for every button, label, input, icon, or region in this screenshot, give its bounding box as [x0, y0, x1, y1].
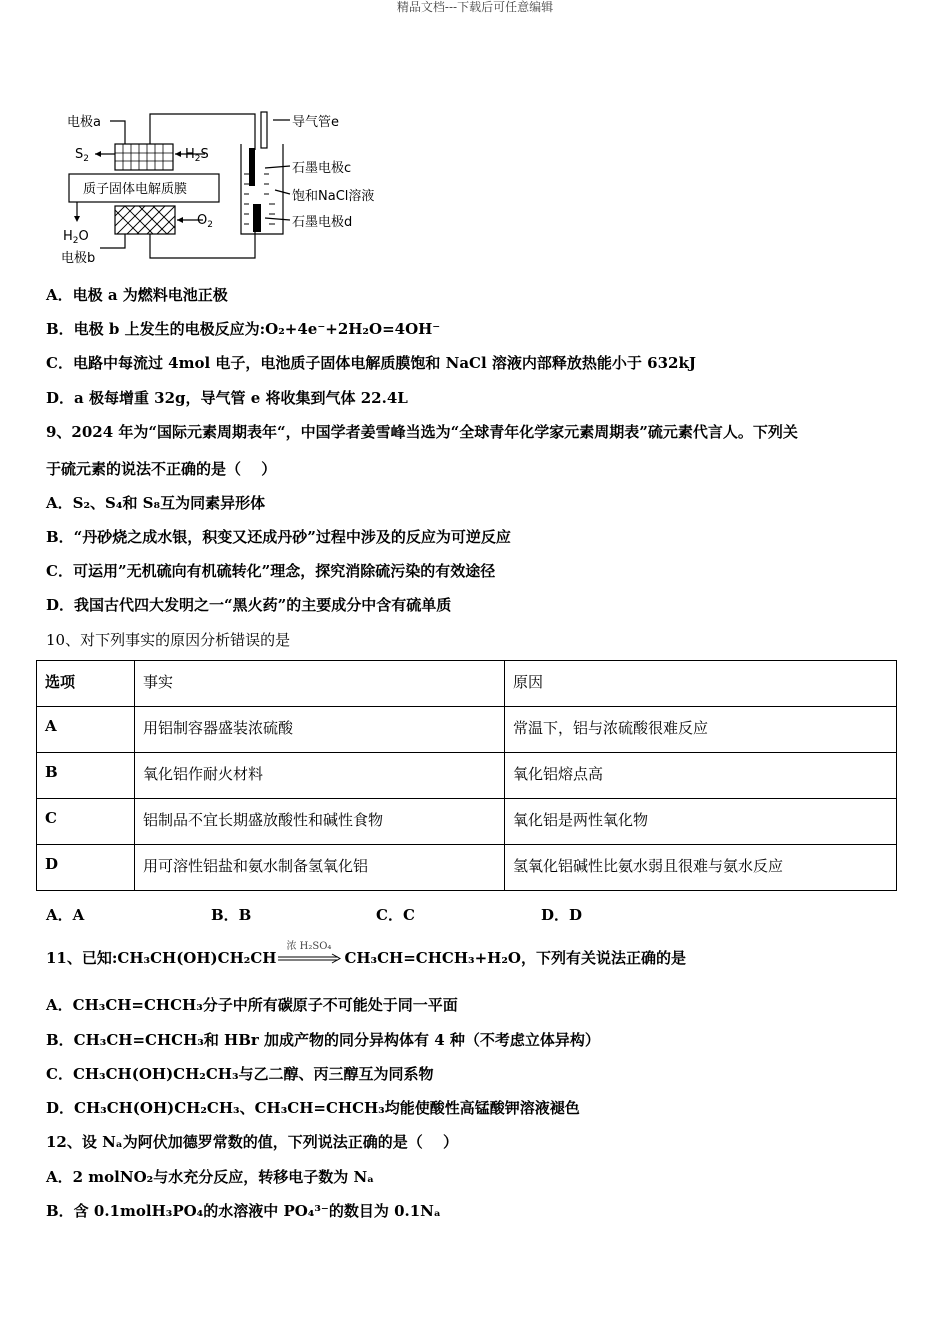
q9-stem-line2: 于硫元素的说法不正确的是（ ） — [46, 460, 277, 478]
q11-stem-post: CH₃CH=CHCH₃+H₂O，下列有关说法正确的是 — [344, 949, 686, 967]
label-h2s: $H_2S$ — [185, 147, 209, 164]
q10-option-b: B．B — [211, 906, 252, 924]
label-o2: $O_2$ — [197, 213, 213, 230]
label-nacl: 饱和NaCl溶液 — [292, 189, 375, 204]
table-cell: 铝制品不宜长期盛放酸性和碱性食物 — [135, 799, 505, 845]
q12-option-a: A．2 molNO₂与水充分反应，转移电子数为 Nₐ — [46, 1168, 375, 1186]
table-row — [37, 753, 897, 799]
table-header-cell: 原因 — [505, 661, 897, 707]
label-h2o: $H_2O$ — [63, 229, 89, 246]
q10-option-d: D．D — [541, 906, 583, 924]
reaction-arrow — [276, 941, 344, 969]
q11-option-b: B．CH₃CH=CHCH₃和 HBr 加成产物的同分异构体有 4 种（不考虑立体异构） — [46, 1031, 600, 1049]
table-header-cell: 选项 — [37, 661, 135, 707]
q10-option-c: C．C — [376, 906, 415, 924]
table-cell: 氧化铝是两性氧化物 — [505, 799, 897, 845]
q12-option-b: B．含 0.1molH₃PO₄的水溶液中 PO₄³⁻的数目为 0.1Nₐ — [46, 1202, 441, 1220]
q9-option-d: D．我国古代四大发明之一“黑火药”的主要成分中含有硫单质 — [46, 596, 452, 614]
q8-option-a: A．电极 a 为燃料电池正极 — [46, 286, 228, 304]
table-cell: B — [37, 753, 135, 799]
catalyst-label: 浓 H₂SO₄ — [286, 941, 332, 952]
label-pipe-e: 导气管e — [292, 115, 339, 130]
q9-option-a: A．S₂、S₄和 S₈互为同素异形体 — [46, 494, 266, 512]
q8-option-d: D．a 极每增重 32g，导气管 e 将收集到气体 22.4L — [46, 389, 408, 407]
table-row — [37, 799, 897, 845]
q11-option-d: D．CH₃CH(OH)CH₂CH₃、CH₃CH=CHCH₃均能使酸性高锰酸钾溶液褪色 — [46, 1099, 580, 1117]
q10-option-a: A．A — [46, 906, 85, 924]
label-graphite-d: 石墨电极d — [292, 215, 353, 230]
q11-option-a: A．CH₃CH=CHCH₃分子中所有碳原子不可能处于同一平面 — [46, 996, 458, 1014]
table-cell: 用铝制容器盛装浓硫酸 — [135, 707, 505, 753]
q12-stem: 12、设 Nₐ为阿伏加德罗常数的值，下列说法正确的是（ ） — [46, 1133, 459, 1151]
table-cell: 用可溶性铝盐和氨水制备氢氧化铝 — [135, 845, 505, 891]
q11-stem-pre: 11、已知:CH₃CH(OH)CH₂CH — [46, 949, 277, 967]
table-cell: 氧化铝熔点高 — [505, 753, 897, 799]
table-cell: C — [37, 799, 135, 845]
label-electrode-a: 电极a — [67, 115, 101, 130]
q11-option-c: C．CH₃CH(OH)CH₂CH₃与乙二醇、丙三醇互为同系物 — [46, 1065, 434, 1083]
table-cell: 氧化铝作耐火材料 — [135, 753, 505, 799]
label-electrode-b: 电极b — [61, 251, 96, 266]
q9-option-c: C．可运用”无机硫向有机硫转化”理念，探究消除硫污染的有效途径 — [46, 562, 496, 580]
q10-stem: 10、对下列事实的原因分析错误的是 — [46, 631, 291, 649]
label-s2: $S_2$ — [75, 147, 89, 164]
q9-stem-line1: 9、2024 年为“国际元素周期表年“，中国学者姜雪峰当选为“全球青年化学家元素周期表”硫元素代言人。下列关 — [46, 423, 798, 441]
label-membrane: 质子固体电解质膜 — [83, 182, 188, 197]
page-header: 精品文档---下载后可任意编辑 — [396, 0, 554, 14]
table-cell: A — [37, 707, 135, 753]
q9-option-b: B．“丹砂烧之成水银，积变又还成丹砂”过程中涉及的反应为可逆反应 — [46, 528, 511, 546]
q8-option-c: C．电路中每流过 4mol 电子，电池质子固体电解质膜饱和 NaCl 溶液内部释放热能小于 632kJ — [46, 354, 696, 372]
table-cell: D — [37, 845, 135, 891]
table-row — [37, 845, 897, 891]
table-cell: 常温下，铝与浓硫酸很难反应 — [505, 707, 897, 753]
label-graphite-c: 石墨电极c — [292, 161, 352, 176]
electrolysis-diagram — [55, 108, 375, 270]
table-header-cell: 事实 — [135, 661, 505, 707]
table-row — [37, 707, 897, 753]
table-cell: 氢氧化铝碱性比氨水弱且很难与氨水反应 — [505, 845, 897, 891]
q10-table — [36, 660, 897, 891]
q11-stem — [46, 941, 686, 969]
table-header-row — [37, 661, 897, 707]
q8-option-b: B．电极 b 上发生的电极反应为:O₂+4e⁻+2H₂O=4OH⁻ — [46, 320, 441, 338]
